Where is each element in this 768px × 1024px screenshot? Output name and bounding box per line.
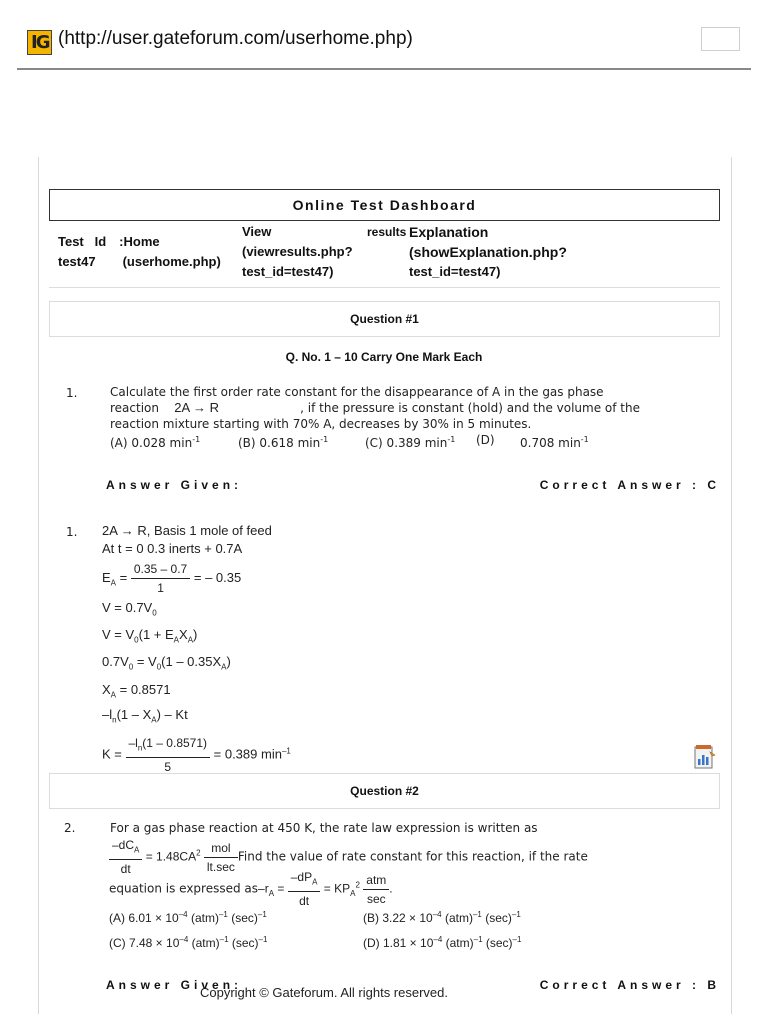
dashboard-title: Online Test Dashboard [49, 189, 720, 221]
test-id-label: Test Id [58, 234, 107, 249]
left-page-rule [38, 157, 39, 1014]
gateforum-logo [27, 30, 52, 55]
results-label[interactable]: results [367, 225, 407, 239]
option-d: (D) [476, 433, 495, 447]
view-results-cell[interactable] [242, 222, 407, 282]
test-id-value: test47 [58, 254, 96, 269]
test-id-cell [58, 232, 221, 272]
explanation-label[interactable]: Explanation [409, 224, 489, 240]
question-2-rate-eq: equation is expressed $as-r_A$ = $\frac{-dP_A}{dt}$ = $KP_A^2$ $\frac{\text{atm}}{\sec}$ . [109, 870, 393, 909]
question-2-rate-law: $\frac{-dC_A}{dt}$ = $1.48CA^2$ $\frac{\text{mol}}{lt.\sec}$ Find the value of rate constant for this reaction, if the rate [109, 836, 669, 878]
question-2-number: 2. [64, 821, 76, 835]
view-link-1[interactable]: (viewresults.php? [242, 244, 353, 259]
solution-1: 2A → R, Basis 1 mole of feed At t = 0 0.3 inerts + 0.7A $E_A$ = $\frac{0.35 - 0.7}{1}$ = – 0.35 $V = 0.7V_0$ $V = V_0(1 + E_AX_A)$ $0.7V_0 = V_0(1 - 0.35X_A)$ $X_A = 0.8571$ $-l_n(1 - X_A)$ – Kt K = $\frac{-l_n(1 - 0.8571)}{5}$ = 0.389 $\min^{-1}$ [102, 523, 291, 775]
question-2-option-a: (A) $6.01 \times 10^{-4}$ (atm)$^{-1}$ $(\sec)^{-1}$ [109, 910, 267, 925]
dashboard-divider [49, 287, 720, 288]
question-2-option-d: (D) $1.81 \times 10^{-4}$ (atm)$^{-1}$ $(\sec)^{-1}$ [363, 935, 522, 950]
option-d-value: 0.708 min [520, 436, 581, 450]
logo-text: IG [31, 32, 49, 53]
option-c: (C) 0.389 min [365, 436, 448, 450]
explanation-link-2[interactable]: test_id=test47) [409, 264, 501, 279]
header-divider [17, 68, 751, 70]
right-page-rule [731, 157, 732, 1014]
question-2-header: Question #2 [49, 773, 720, 809]
page-url-title[interactable]: (http://user.gateforum.com/userhome.php) [58, 28, 413, 49]
question-1-header: Question #1 [49, 301, 720, 337]
section-title: Q. No. 1 – 10 Carry One Mark Each [285, 350, 483, 364]
view-link-2[interactable]: test_id=test47) [242, 264, 334, 279]
copyright-footer: Copyright © Gateforum. All rights reserved. [199, 985, 448, 1000]
question-2-option-c: (C) $7.48 \times 10^{-4}$ (atm)$^{-1}$ $(\sec)^{-1}$ [109, 935, 268, 950]
correct-answer-label-2: Correct Answer : B [539, 978, 720, 992]
question-1-text: Calculate the first order rate constant for the disappearance of A in the gas phase reaction 2A → R , if the pressure is constant (hold) and the volume of the reaction mixture starting with 70% A, decreases by 30% in 5 minutes. [110, 385, 640, 431]
home-link[interactable]: :Home [119, 234, 160, 249]
question-1-number: 1. [66, 386, 78, 400]
answer-given-label-2: Answer Given: [106, 978, 243, 992]
option-a: (A) 0.028 min [110, 436, 193, 450]
explanation-cell[interactable] [409, 222, 567, 282]
home-url[interactable]: (userhome.php) [122, 254, 221, 269]
header-button[interactable] [701, 27, 740, 51]
answer-given-label: Answer Given: [106, 478, 243, 492]
correct-answer-label: Correct Answer : C [539, 478, 720, 492]
question-2-line1: For a gas phase reaction at 450 K, the rate law expression is written as [110, 821, 538, 835]
question-1-options: (A) 0.028 $\min^{-1}$ (B) 0.618 $\min^{-1}$ (C) 0.389 $\min^{-1}$ (D) 0.708 $\min^{-1}$ [110, 433, 589, 450]
question-2-option-b: (B) $3.22 \times 10^{-4}$ (atm)$^{-1}$ $(\sec)^{-1}$ [363, 910, 521, 925]
view-label[interactable]: View [242, 224, 272, 239]
option-b: (B) 0.618 min [238, 436, 321, 450]
report-chart-icon[interactable] [693, 744, 717, 770]
explanation-link-1[interactable]: (showExplanation.php? [409, 244, 567, 260]
solution-1-number: 1. [66, 525, 78, 539]
